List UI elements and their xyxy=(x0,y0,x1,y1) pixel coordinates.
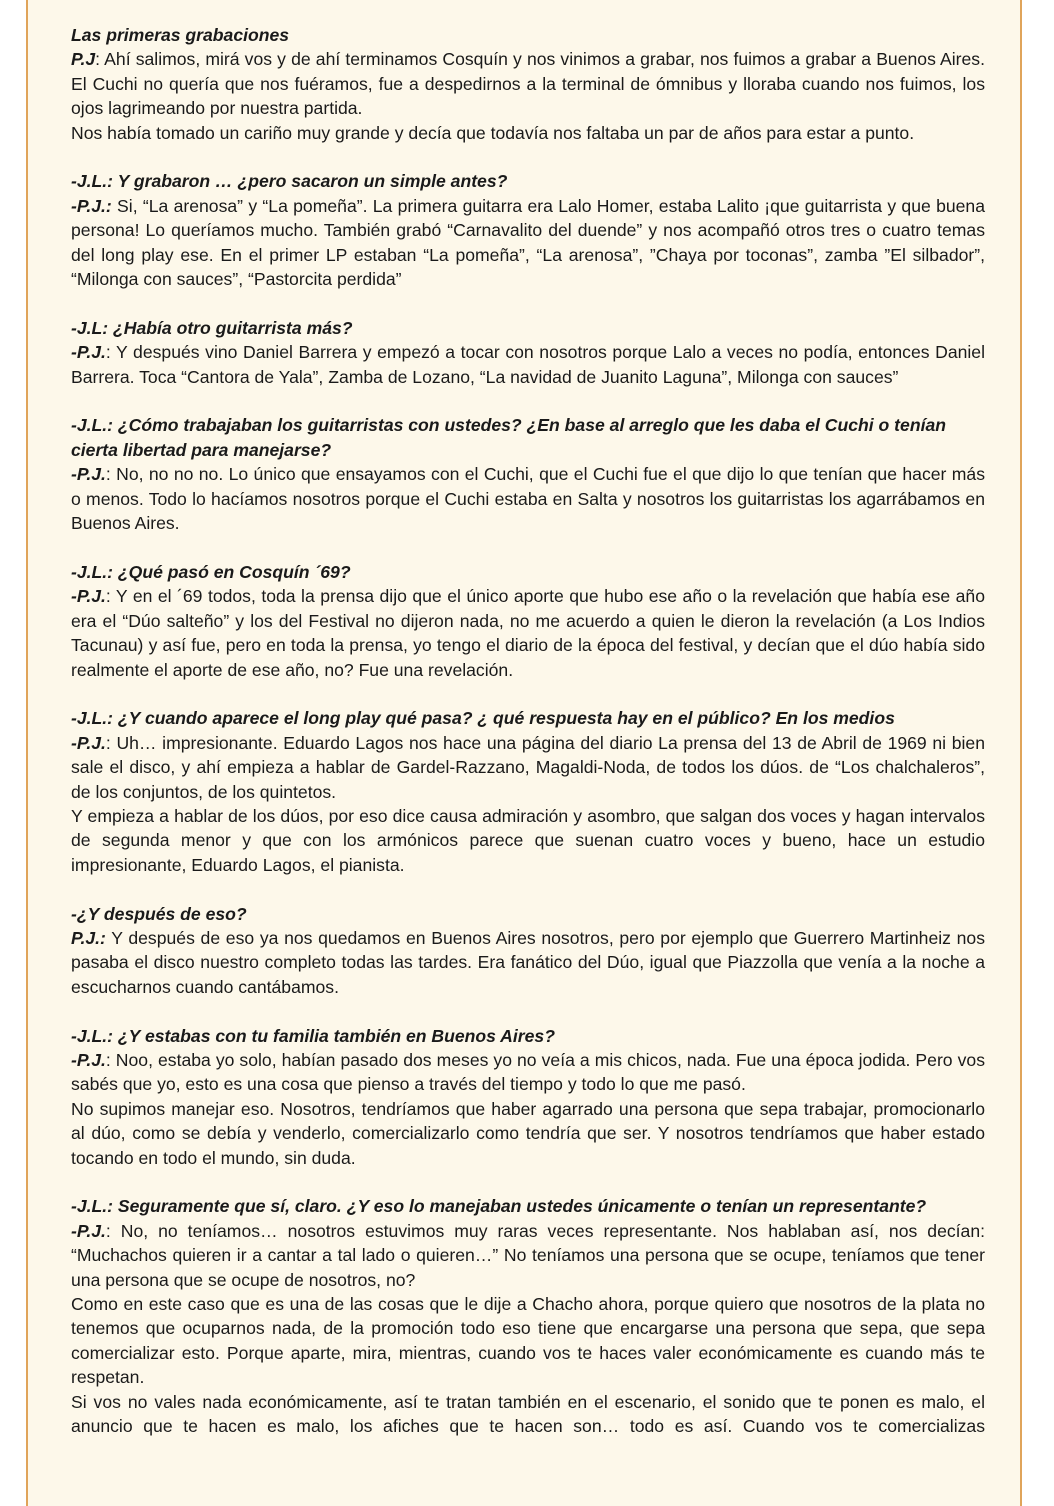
answer-text: : No, no no no. Lo único que ensayamos con el Cuchi, que el Cuchi fue el que dijo lo que tenían que hacer más o menos. Todo lo hacíamos nosotros porque el Cuchi estaba en Salta y nosotros los guitarristas los agarrábamos en Buenos Aires. xyxy=(71,464,985,534)
interview-question: -J.L.: ¿Cómo trabajaban los guitarristas con ustedes? ¿En base al arreglo que les daba el Cuchi o tenían cierta libertad para manejarse? xyxy=(71,415,946,460)
interview-block xyxy=(71,1194,985,1438)
answer-paragraph xyxy=(71,926,985,999)
interview-block xyxy=(71,47,985,145)
section-title: Las primeras grabaciones xyxy=(71,25,290,45)
interview-question: -J.L.: ¿Y cuando aparece el long play qué pasa? ¿ qué respuesta hay en el público? En los medios xyxy=(71,708,895,729)
answer-paragraph xyxy=(71,731,985,804)
speaker-label: P.J.: xyxy=(71,927,106,948)
interview-question: -J.L: ¿Había otro guitarrista más? xyxy=(71,317,353,338)
answer-paragraph xyxy=(71,584,985,682)
interview-question: -J.L.: ¿Y estabas con tu familia también en Buenos Aires? xyxy=(71,1025,555,1046)
answer-paragraph xyxy=(71,462,985,535)
answer-text: Como en este caso que es una de las cosas que le dije a Chacho ahora, porque quiero que nosotros de la plata no tenemos que ocuparnos nada, de la promoción todo eso tiene que encargarse una persona que sepa, que sepa comercializar esto. Porque aparte, mira, mientras, cuando vos te haces valer económicamente es cuando más te respetan. xyxy=(71,1294,985,1388)
article-body xyxy=(71,23,985,1463)
answer-text: Y empieza a hablar de los dúos, por eso dice causa admiración y asombro, que salgan dos voces y hagan intervalos de segunda menor y que con los armónicos parece que suenan cuatro voces y bueno, hace un estudio impresionante, Eduardo Lagos, el pianista. xyxy=(71,805,985,875)
answer-text: Nos había tomado un cariño muy grande y decía que todavía nos faltaba un par de años para estar a punto. xyxy=(71,122,915,143)
interview-block xyxy=(71,169,985,291)
answer-paragraph xyxy=(71,1390,985,1439)
answer-text: Si, “La arenosa” y “La pomeña”. La primera guitarra era Lalo Homer, estaba Lalito ¡que guitarrista y que buena persona! Lo queríamos mucho. También grabó “Carnavalito del duende” y nos acompañó otros tres o cuatro temas del long play ese. En el primer LP estaban “La pomeña”, “La arenosa”, ”Chaya por toconas”, zamba ”El silbador”, “Milonga con sauces”, “Pastorcita perdida” xyxy=(71,195,985,290)
speaker-label: -P.J. xyxy=(71,732,106,753)
speaker-label: -P.J. xyxy=(71,464,106,485)
answer-text: Si vos no vales nada económicamente, así te tratan también en el escenario, el sonido que te ponen es malo, el anuncio que te hacen es malo, los afiches que te hacen son… todo es así. Cuando vos te comercializas xyxy=(71,1391,985,1437)
interview-question: -J.L.: ¿Qué pasó en Cosquín ´69? xyxy=(71,561,351,582)
answer-text: : Noo, estaba yo solo, habían pasado dos meses yo no veía a mis chicos, nada. Fue una época jodida. Pero vos sabés que yo, esto es una cosa que pienso a través del tiempo y todo lo que me pasó. xyxy=(71,1049,985,1095)
answer-paragraph xyxy=(71,1097,985,1170)
interview-block xyxy=(71,1024,985,1170)
interview-block xyxy=(71,902,985,1000)
answer-paragraph xyxy=(71,804,985,877)
speaker-label: -P.J. xyxy=(71,1220,106,1241)
answer-paragraph xyxy=(71,194,985,292)
speaker-label: -P.J.: xyxy=(71,195,112,216)
interview-question: -¿Y después de eso? xyxy=(71,903,247,924)
interview-question: -J.L.: Y grabaron … ¿pero sacaron un simple antes? xyxy=(71,171,508,192)
answer-text: : Y después vino Daniel Barrera y empezó a tocar con nosotros porque Lalo a veces no podía, entonces Daniel Barrera. Toca “Cantora de Yala”, Zamba de Lozano, “La navidad de Juanito Laguna”, Milonga con sauces” xyxy=(71,342,985,387)
answer-paragraph xyxy=(71,340,985,389)
speaker-label: -P.J. xyxy=(71,342,106,363)
interview-block xyxy=(71,560,985,682)
answer-text: : Ahí salimos, mirá vos y de ahí terminamos Cosquín y nos vinimos a grabar, nos fuimos a grabar a Buenos Aires. El Cuchi no quería que nos fuéramos, fue a despedirnos a la terminal de ómnibus y lloraba cuando nos fuimos, los ojos lagrimeando por nuestra partida. xyxy=(71,49,985,119)
interview-block xyxy=(71,413,985,535)
answer-paragraph xyxy=(71,121,985,145)
answer-paragraph xyxy=(71,1048,985,1097)
answer-text: Y después de eso ya nos quedamos en Buenos Aires nosotros, pero por ejemplo que Guerrero Martinheiz nos pasaba el disco nuestro completo todas las tardes. Era fanático del Dúo, igual que Piazzolla que venía a la noche a escucharnos cuando cantábamos. xyxy=(71,927,985,997)
speaker-label: -P.J. xyxy=(71,586,106,607)
answer-text: No supimos manejar eso. Nosotros, tendríamos que haber agarrado una persona que sepa trabajar, promocionarlo al dúo, como se debía y venderlo, comercializarlo como tendría que ser. Y nosotros tendríamos que haber estado tocando en todo el mundo, sin duda. xyxy=(71,1098,985,1168)
answer-paragraph xyxy=(71,1292,985,1390)
answer-text: : No, no teníamos… nosotros estuvimos muy raras veces representante. Nos hablaban así, nos decían: “Muchachos quieren ir a cantar a tal lado o quieren…” No teníamos una persona que se ocupe, teníamos que tener una persona que se ocupe de nosotros, no? xyxy=(71,1220,985,1290)
speaker-label: -P.J. xyxy=(71,1049,106,1070)
interview-question: -J.L.: Seguramente que sí, claro. ¿Y eso lo manejaban ustedes únicamente o tenían un representante? xyxy=(71,1196,927,1217)
answer-text: : Uh… impresionante. Eduardo Lagos nos hace una página del diario La prensa del 13 de Abril de 1969 ni bien sale el disco, y ahí empieza a hablar de Gardel-Razzano, Magaldi-Noda, de todos los dúos. de “Los chalchaleros”, de los conjuntos, de los quintetos. xyxy=(71,732,985,802)
interview-block xyxy=(71,316,985,389)
interview-block xyxy=(71,706,985,877)
speaker-label: P.J xyxy=(71,49,96,70)
answer-text: : Y en el ´69 todos, toda la prensa dijo que el único aporte que hubo ese año o la revelación que había ese año era el “Dúo salteño” y los del Festival no dijeron nada, no me acuerdo a quien le dieron la revelación (a Los Indios Tacunau) y así fue, pero en toda la prensa, yo tengo el diario de la época del festival, y decían que el dúo había sido realmente el aporte de ese año, no? Fue una revelación. xyxy=(71,586,985,680)
answer-paragraph xyxy=(71,47,985,120)
answer-paragraph xyxy=(71,1219,985,1292)
